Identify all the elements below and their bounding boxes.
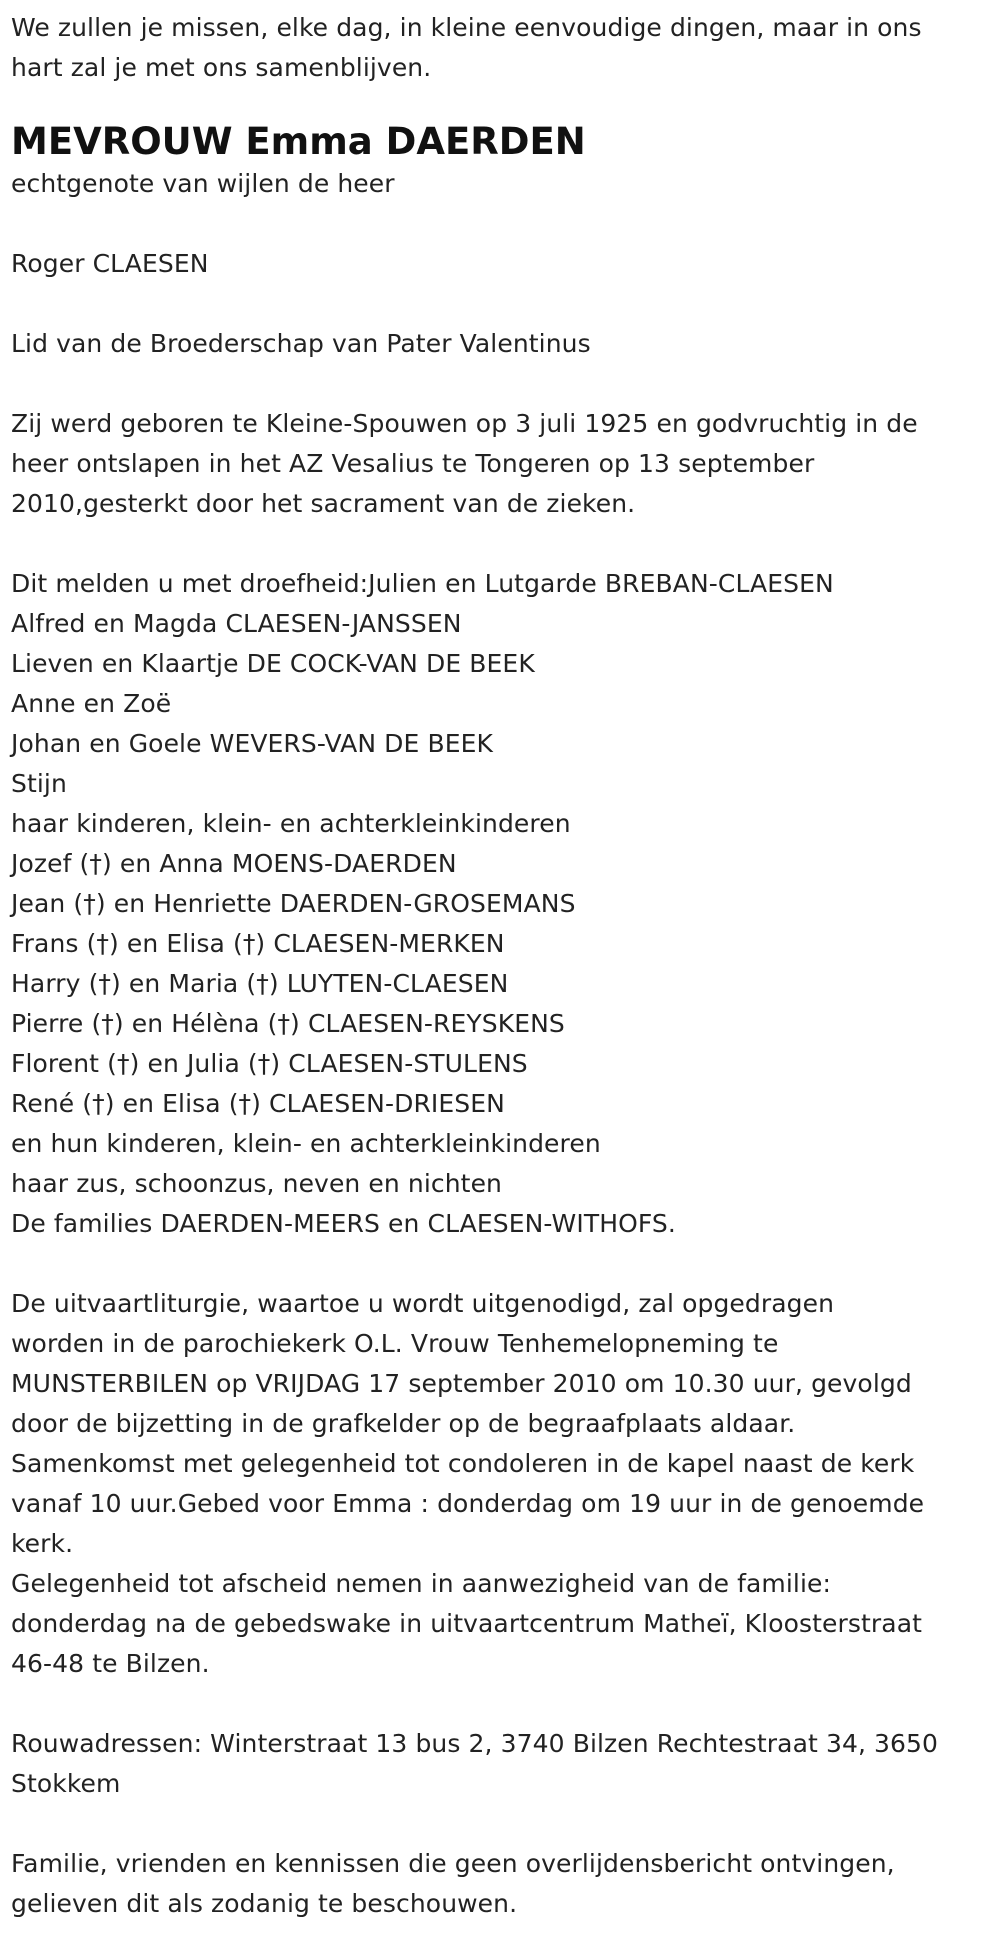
family-line: Florent (†) en Julia (†) CLAESEN-STULENS [11,1049,528,1078]
paragraph-line: heer ontslapen in het AZ Vesalius te Tongeren op 13 september [11,449,815,478]
family-line: Alfred en Magda CLAESEN-JANSSEN [11,609,462,638]
spacer [11,1804,1000,1844]
family-line: Frans (†) en Elisa (†) CLAESEN-MERKEN [11,929,505,958]
paragraph-line: Samenkomst met gelegenheid tot condoleren in de kapel naast de kerk [11,1449,915,1478]
family-line: haar kinderen, klein- en achterkleinkinderen [11,809,571,838]
ceremony-paragraph [11,1284,1000,1684]
paragraph-line: door de bijzetting in de grafkelder op de begraafplaats aldaar. [11,1409,796,1438]
family-line: Anne en Zoë [11,689,172,718]
spacer [11,284,1000,324]
spacer [11,1244,1000,1284]
spacer [11,1684,1000,1724]
paragraph-line: Rouwadressen: Winterstraat 13 bus 2, 3740 Bilzen Rechtestraat 34, 3650 [11,1729,939,1758]
family-line: Harry (†) en Maria (†) LUYTEN-CLAESEN [11,969,509,998]
paragraph-line: 46-48 te Bilzen. [11,1649,210,1678]
family-line: Johan en Goele WEVERS-VAN DE BEEK [11,729,494,758]
paragraph-line: vanaf 10 uur.Gebed voor Emma : donderdag om 19 uur in de genoemde [11,1489,925,1518]
spacer [11,204,1000,244]
family-line: Dit melden u met droefheid:Julien en Lutgarde BREBAN-CLAESEN [11,569,834,598]
family-line: De families DAERDEN-MEERS en CLAESEN-WITHOFS. [11,1209,676,1238]
paragraph-line: worden in de parochiekerk O.L. Vrouw Tenhemelopneming te [11,1329,779,1358]
family-line: en hun kinderen, klein- en achterkleinkinderen [11,1129,601,1158]
spouse-prefix: echtgenote van wijlen de heer [11,169,395,198]
paragraph-line: donderdag na de gebedswake in uitvaartcentrum Matheï, Kloosterstraat [11,1609,923,1638]
paragraph-line: Stokkem [11,1769,121,1798]
intro-text [11,8,1000,88]
family-list [11,564,1000,1244]
paragraph-line: MUNSTERBILEN op VRIJDAG 17 september 2010 om 10.30 uur, gevolgd [11,1369,912,1398]
paragraph-line: 2010,gesterkt door het sacrament van de zieken. [11,489,636,518]
family-line: Lieven en Klaartje DE COCK-VAN DE BEEK [11,649,535,678]
spouse-name: Roger CLAESEN [11,249,209,278]
paragraph-line: Gelegenheid tot afscheid nemen in aanwezigheid van de familie: [11,1569,832,1598]
intro-line: hart zal je met ons samenblijven. [11,53,432,82]
paragraph-line: Familie, vrienden en kennissen die geen overlijdensbericht ontvingen, [11,1849,895,1878]
family-line: Jean (†) en Henriette DAERDEN-GROSEMANS [11,889,576,918]
paragraph-line: Zij werd geboren te Kleine-Spouwen op 3 juli 1925 en godvruchtig in de [11,409,918,438]
family-line: haar zus, schoonzus, neven en nichten [11,1169,503,1198]
paragraph-line: gelieven dit als zodanig te beschouwen. [11,1889,518,1918]
birth-death-paragraph [11,404,1000,524]
spacer [11,364,1000,404]
paragraph-line: kerk. [11,1529,74,1558]
spacer [11,524,1000,564]
family-line: Jozef (†) en Anna MOENS-DAERDEN [11,849,457,878]
family-line: Pierre (†) en Hélèna (†) CLAESEN-REYSKENS [11,1009,565,1038]
membership: Lid van de Broederschap van Pater Valentinus [11,329,591,358]
intro-line: We zullen je missen, elke dag, in kleine eenvoudige dingen, maar in ons [11,13,922,42]
mourning-addresses [11,1724,1000,1804]
paragraph-line: De uitvaartliturgie, waartoe u wordt uitgenodigd, zal opgedragen [11,1289,835,1318]
closing-note [11,1844,1000,1924]
deceased-name: MEVROUW Emma DAERDEN [11,120,586,163]
family-line: René (†) en Elisa (†) CLAESEN-DRIESEN [11,1089,505,1118]
family-line: Stijn [11,769,67,798]
